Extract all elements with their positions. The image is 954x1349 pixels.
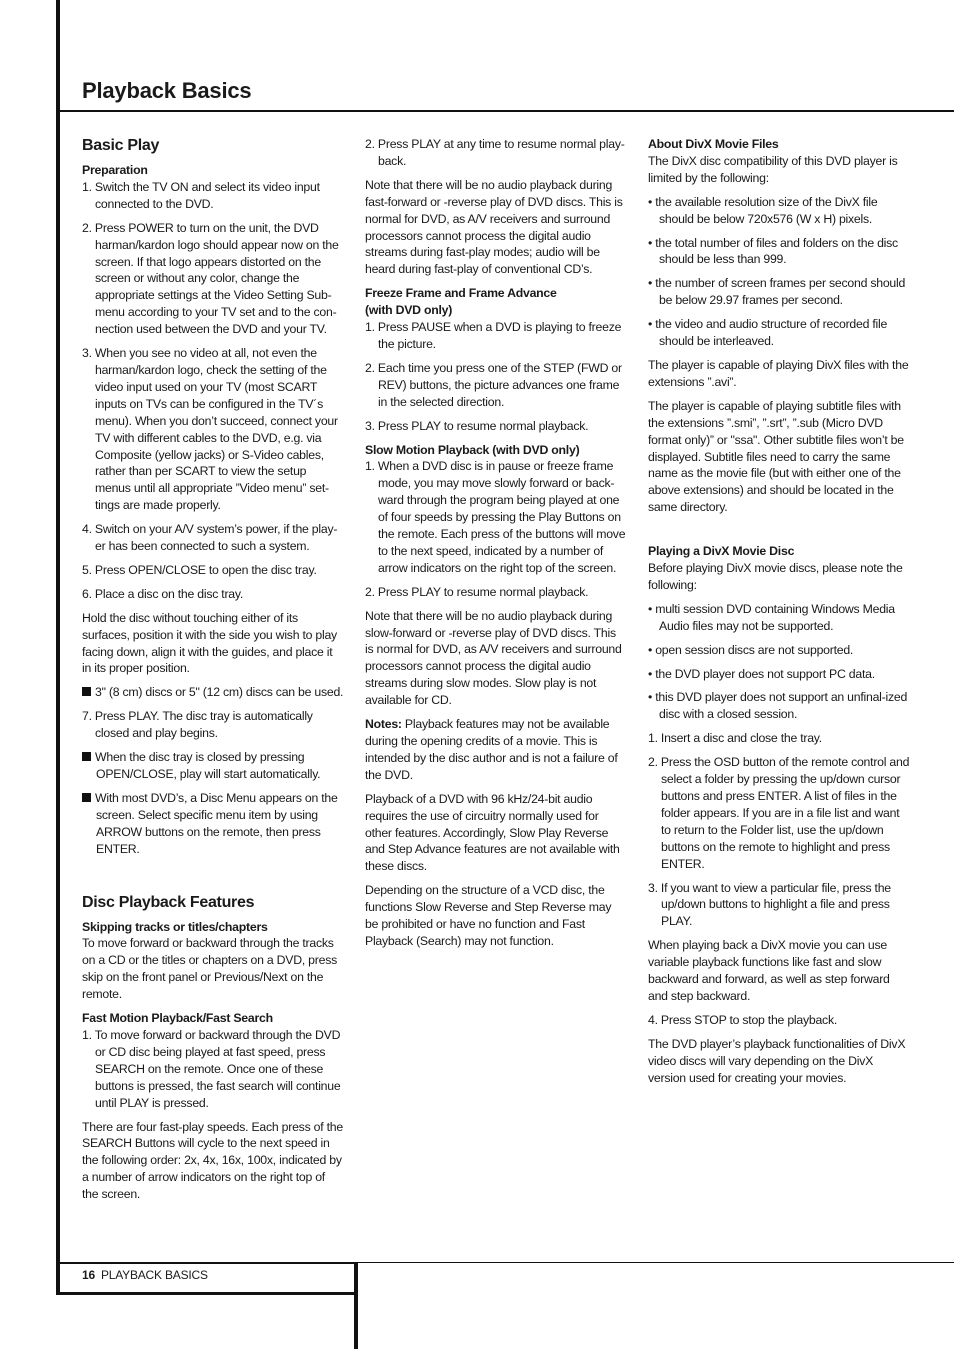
paragraph: When playing back a DivX movie you can use variable playback functions like fast and slow backward and forward, as well as step forward and step backward. xyxy=(648,938,890,1003)
bullet-text: 3" (8 cm) discs or 5" (12 cm) discs can be used. xyxy=(95,685,344,700)
list-item: 6. Place a disc on the disc tray. xyxy=(82,586,244,601)
bullet-item: • multi session DVD containing Windows Media Audio files may not be supported. xyxy=(648,601,895,633)
bullet-item: • the DVD player does not support PC data. xyxy=(648,666,875,681)
paragraph: The DVD player’s playback functionalities of DivX video discs will vary depending on the DivX version used for creating your movies. xyxy=(648,1036,906,1085)
list-item: 3. If you want to view a particular file, press the up/down buttons to highlight a file and press PLAY. xyxy=(648,880,891,929)
paragraph: Before playing DivX movie discs, please note the following: xyxy=(648,561,903,592)
spacer xyxy=(648,523,912,543)
heading-freeze-frame: Freeze Frame and Frame Advance xyxy=(365,286,557,301)
bullet-text: With most DVD’s, a Disc Menu appears on the screen. Select specific menu item by using ARROW buttons on the remote, then press ENTER. xyxy=(95,790,338,856)
heading-basic-play: Basic Play xyxy=(82,137,160,154)
square-bullet-icon xyxy=(82,687,91,696)
footer-vertical-bar xyxy=(354,1262,358,1349)
footer-rule-bottom xyxy=(56,1292,356,1295)
footer-rule-top xyxy=(56,1262,356,1264)
bullet-item: • open session discs are not supported. xyxy=(648,642,854,657)
heading-freeze-frame-sub: (with DVD only) xyxy=(365,303,453,318)
notes-paragraph xyxy=(365,716,627,784)
heading-slow-motion: Slow Motion Playback (with DVD only) xyxy=(365,442,580,457)
list-item: 1. Switch the TV ON and select its video input connected to the DVD. xyxy=(82,179,320,211)
square-bullet-icon xyxy=(82,793,91,802)
footer-section-label: PLAYBACK BASICS xyxy=(100,1268,208,1282)
list-item: 3. When you see no video at all, not even the harman/kardon logo, check the setting of the video input used on your TV (most SCART inputs on TVs can be configured in the TV´s menu). When you don’t succeed, connect your TV with different cables to the DVD, e.g. via Composite (yellow jacks) or S-Video cables, rather than per SCART to view the setup menus until all appropriate ”Video menu” set-tings are made properly. xyxy=(82,346,338,513)
paragraph: The DivX disc compatibility of this DVD player is limited by the following: xyxy=(648,153,898,185)
list-item: 1. To move forward or backward through the DVD or CD disc being played at fast speed, press SEARCH on the remote. Once one of these buttons is pressed, the fast search will continue until PLAY is pressed. xyxy=(82,1027,341,1110)
bullet-item: • the number of screen frames per second should be below 29.97 frames per second. xyxy=(648,276,906,308)
list-item: 2. Each time you press one of the STEP (FWD or REV) buttons, the picture advances one frame in the selected direction. xyxy=(365,360,622,409)
paragraph: To move forward or backward through the tracks on a CD or the titles or chapters on a DVD, press skip on the front panel or Previous/Next on the remote. xyxy=(82,936,337,1002)
bullet-item: • this DVD player does not support an unfinal-ized disc with a closed session. xyxy=(648,690,908,722)
paragraph: Note that there will be no audio playback during slow-forward or -reverse play of DVD discs. This is normal for DVD, as A/V receivers and surround processors cannot process the digital audio streams during slow modes. Slow play is not available for CD. xyxy=(365,608,622,708)
list-item: 2. Press PLAY at any time to resume normal play-back. xyxy=(365,137,625,168)
list-item: 1. Press PAUSE when a DVD is playing to freeze the picture. xyxy=(365,320,622,351)
heading-about-divx: About DivX Movie Files xyxy=(648,137,779,151)
heading-playing-divx: Playing a DivX Movie Disc xyxy=(648,544,795,559)
paragraph: The player is capable of playing subtitle files with the extensions ”.smi”, ”.srt”, ”.sub (Micro DVD format only)” or "ssa". Other subtitle files won’t be displayed. Subtitle files need to carry the same name as the movie file (but with either one of the above extensions) and should be located in the same directory. xyxy=(648,398,904,515)
square-bullet-icon xyxy=(82,752,91,761)
footer xyxy=(82,1268,208,1282)
list-item: 5. Press OPEN/CLOSE to open the disc tray. xyxy=(82,562,317,577)
bullet-item: • the total number of files and folders on the disc should be less than 999. xyxy=(648,235,898,267)
paragraph: Playback of a DVD with 96 kHz/24-bit audio requires the use of circuitry normally used for other features. Accordingly, Slow Play Reverse and Step Advance features are not available with these discs. xyxy=(365,791,620,874)
heading-preparation: Preparation xyxy=(82,163,148,177)
spacer xyxy=(82,865,344,893)
bullet-text: When the disc tray is closed by pressing OPEN/CLOSE, play will start automatically. xyxy=(95,750,321,781)
left-margin-bar xyxy=(56,0,60,1295)
column-3 xyxy=(648,136,912,1094)
paragraph: There are four fast-play speeds. Each press of the SEARCH Buttons will cycle to the next speed in the following order: 2x, 4x, 16x, 100x, indicated by a number of arrow indicators on the right top of the screen. xyxy=(82,1119,343,1202)
footer-rule-right xyxy=(356,1262,954,1263)
heading-skipping: Skipping tracks or titles/chapters xyxy=(82,919,268,934)
heading-disc-playback-features: Disc Playback Features xyxy=(82,893,255,911)
list-item: 4. Press STOP to stop the playback. xyxy=(648,1012,838,1027)
column-1 xyxy=(82,136,344,1210)
paragraph: Hold the disc without touching either of its surfaces, position it with the side you wish to play facing down, align it with the guides, and place it in its proper position. xyxy=(82,610,337,676)
list-item: 7. Press PLAY. The disc tray is automatically closed and play begins. xyxy=(82,709,313,741)
notes-label: Notes: xyxy=(365,717,402,732)
bullet-item: • the video and audio structure of recorded file should be interleaved. xyxy=(648,317,888,349)
header-rule xyxy=(56,110,954,112)
paragraph: Depending on the structure of a VCD disc, the functions Slow Reverse and Step Reverse may be prohibited or have no function and Fast Playback (Search) may not function. xyxy=(365,883,612,948)
list-item: 1. When a DVD disc is in pause or freeze frame mode, you may move slowly forward or back-ward through the program being played at one of four speeds by pressing the Play Buttons on the remote. Each press of the buttons will move to the next speed, indicated by a number of arrow indicators on the right top of the screen. xyxy=(365,459,626,575)
list-item: 1. Insert a disc and close the tray. xyxy=(648,731,822,746)
page-number: 16 xyxy=(82,1268,95,1282)
list-item: 2. Press POWER to turn on the unit, the DVD harman/kardon logo should appear now on the screen. If that logo appears distorted on the screen or without any color, change the appropriate settings at the Video Setting Sub-menu according to your TV set and to the con-nection used between the DVD and your TV. xyxy=(82,220,339,337)
list-item: 3. Press PLAY to resume normal playback. xyxy=(365,418,589,433)
list-item: 2. Press the OSD button of the remote control and select a folder by pressing the up/down cursor buttons and press ENTER. A list of files in the folder appears. If you are in a file list and want to return to the Folder list, use the up/down buttons on the remote to highlight and press ENTER. xyxy=(648,755,910,871)
bullet-item: • the available resolution size of the DivX file should be below 720x576 (W x H) pixels. xyxy=(648,194,878,226)
paragraph: The player is capable of playing DivX files with the extensions ”.avi”. xyxy=(648,357,909,389)
heading-fast-motion: Fast Motion Playback/Fast Search xyxy=(82,1011,273,1026)
notes-text: Playback features may not be available during the opening credits of a movie. This is intended by the disc author and is not a failure of the DVD. xyxy=(365,717,618,782)
list-item: 2. Press PLAY to resume normal playback. xyxy=(365,584,589,599)
column-2 xyxy=(365,136,627,957)
list-item: 4. Switch on your A/V system’s power, if the play-er has been connected to such a system. xyxy=(82,522,338,554)
square-bullet-item xyxy=(82,790,344,858)
paragraph: Note that there will be no audio playback during fast-forward or -reverse play of DVD discs. This is normal for DVD, as A/V receivers and surround processors cannot process the digital audio streams during fast-play modes; audio will be heard during fast-play of conventional CD’s. xyxy=(365,177,623,277)
square-bullet-item xyxy=(82,749,344,783)
square-bullet-item xyxy=(82,684,344,701)
page-title: Playback Basics xyxy=(82,78,252,103)
